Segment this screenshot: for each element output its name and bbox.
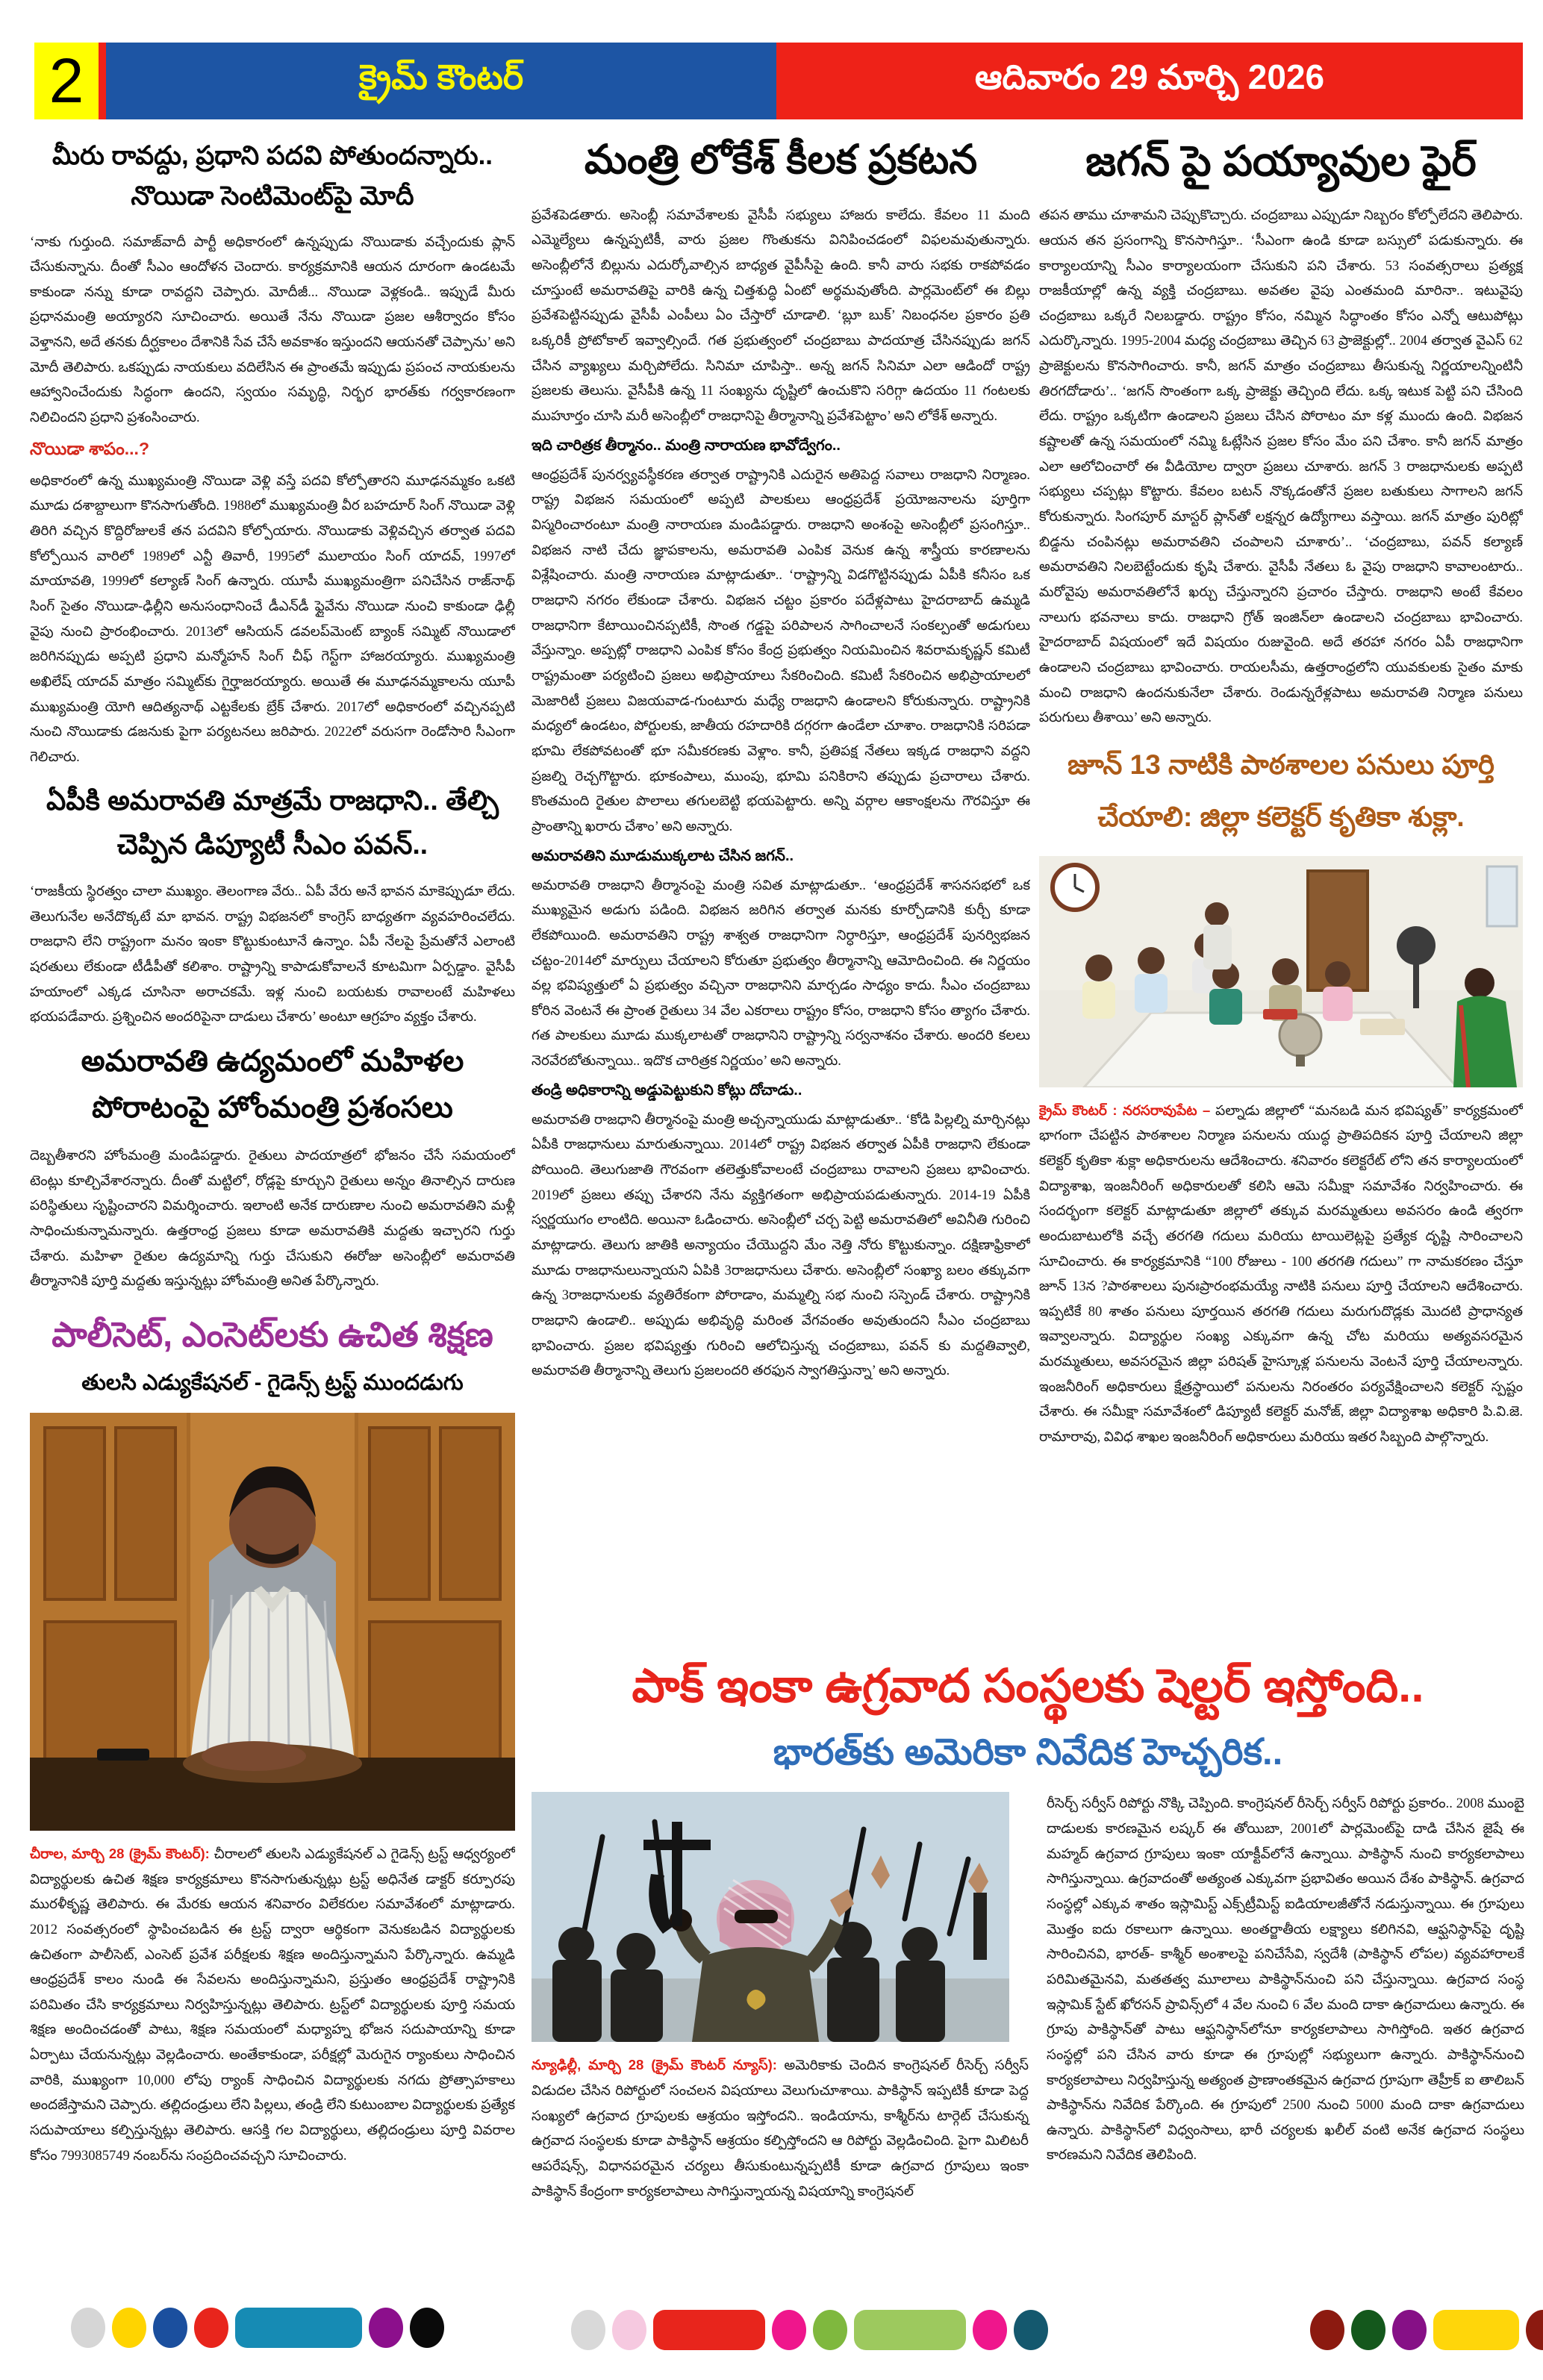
decorative-dot [194, 2308, 228, 2348]
decorative-dot [1526, 2310, 1543, 2350]
decorative-dot [973, 2310, 1007, 2350]
decorative-dot [1433, 2310, 1519, 2350]
subhead-tulasi-trust: తులసి ఎడ్యుకేషనల్ - గైడెన్స్ ట్రస్ట్ ముందడుగు [81, 1370, 464, 1395]
article-body: అమరావతి రాజధాని తీర్మానంపై మంత్రి సవిత మాట్లాడుతూ.. ‘ఆంధ్రప్రదేశ్ శాసనసభలో ఒక ముఖ్యమైన అడుగు పడింది. విభజన జరిగిన తర్వాత మనకు కూర్చోడానికి కుర్చీ కూడా లేకపోయింది. అమరావతిని రాష్ట్ర శాశ్వత రాజధానిగా నిర్ధారిస్తూ, ఆంధ్రప్రదేశ్ పునర్విభజన చట్టం-2014లో మార్పులు చేయాలని కోరుతూ ప్రభుత్వం తీర్మానాన్ని ఆమోదించింది. ఈ నిర్ణయం వల్ల భవిష్యత్తులో ఏ ప్రభుత్వం వచ్చినా రాజధానిని మార్చడం సాధ్యం కాదు. సీఎం చంద్రబాబు కోరిన వెంటనే ఈ ప్రాంత రైతులు 34 వేల ఎకరాలు రాష్ట్రం కోసం, రాజధాని కోసం త్యాగం చేశారు. గత పాలకులు మూడు ముక్కలాటతో రాజధానిని రాష్ట్రాన్ని సర్వనాశనం చేశారు. అందరి కలలు నెరవేరబోతున్నాయి.. ఇదొక చారిత్రక నిర్ణయం’ అని అన్నారు. [532, 878, 1030, 1069]
decorative-dot [612, 2310, 646, 2350]
middle-column [532, 136, 1030, 1653]
decorative-dot [1392, 2310, 1427, 2350]
subhead-father-power: తండ్రి అధికారాన్ని అడ్డుపెట్టుకుని కోట్లు దోచాడు.. [532, 1081, 802, 1099]
decorative-dot [772, 2310, 806, 2350]
masthead-bar [34, 43, 1523, 119]
decorative-dot [1014, 2310, 1048, 2350]
photo-trust-chief-at-desk [30, 1413, 515, 1831]
headline-amaravati-pawan: ఏపీకి అమరావతి మాత్రమే రాజధాని.. తేల్చి చెప్పిన డిప్యూటీ సీఎం పవన్.. [46, 784, 499, 860]
headline-us-report-warning: భారత్‌కు అమెరికా నివేదిక హెచ్చరిక.. [773, 1731, 1283, 1772]
article-body: ‘రాజకీయ స్థిరత్వం చాలా ముఖ్యం. తెలంగాణ వేరు.. ఏపీ వేరు అనే భావన మాకెప్పుడూ లేదు. తెలుగునేల అనేదొక్కటే మా భావన. రాష్ట్ర విభజనలో కాంగ్రెస్ బాధ్యతగా వ్యవహరించలేదు. రాజధాని లేని రాష్ట్రంగా మనం ఇంకా కొట్టుకుంటూనే ఉన్నాం. ఏపీ నేలపై ప్రేమతోనే ఎలాంటి షరతులు లేకుండా టీడీపీతో కలిశాం. రాష్ట్రాన్ని కాపాడుకోవాలనే కూటమిగా ఏర్పడ్డాం. వైసీపీ హయాంలో ఎక్కడ చూసినా అరాచకమే. ఇళ్ల నుంచి బయటకు రావాలంటే మహిళలు భయపడేవారు. ప్రశ్నించిన అందరిపైనా దాడులు చేశారు’ అంటూ ఆగ్రహం వ్యక్తం చేశారు. [30, 884, 515, 1025]
subhead-narayana: ఇది చారిత్రక తీర్మానం.. మంత్రి నారాయణ భావోద్వేగం.. [532, 437, 841, 454]
dateline-newdelhi: న్యూఢిల్లీ, మార్చి 28 (క్రైమ్ కౌంటర్ న్యూస్): [532, 2057, 777, 2073]
headline-free-training: పాలీసెట్, ఎంసెట్‌లకు ఉచిత శిక్షణ [52, 1314, 493, 1354]
dot-strip-left [71, 2308, 451, 2348]
headline-pak-shelter: పాక్ ఇంకా ఉగ్రవాద సంస్థలకు షెల్టర్ ఇస్తోంది.. [632, 1661, 1424, 1712]
left-column [30, 136, 515, 2302]
decorative-dot [410, 2308, 444, 2348]
decorative-dot [571, 2310, 605, 2350]
decorative-dot [1310, 2310, 1344, 2350]
dot-strip-middle [571, 2310, 1055, 2350]
article-body [1039, 1098, 1523, 1451]
article-body: రీసెర్చ్ సర్వీస్ రిపోర్టు నొక్కి చెప్పింది. కాంగ్రెషనల్ రీసెర్చ్ సర్వీస్ రిపోర్టు ప్రకారం.. 2008 ముంబై దాడులకు కారణమైన లష్కర్ ఈ తోయిబా, 2001లో పార్లమెంట్‌పై దాడి చేసిన జైషే ఈ మహ్మద్ ఉగ్రవాద గ్రూపులు ఇంకా యాక్టీవ్‌లోనే ఉన్నాయి. పాకిస్థాన్ నుంచి కార్యకలాపాలు సాగిస్తున్నాయి. ఉగ్రవాదంతో అత్యంత ఎక్కువగా ప్రభావితం అయిన దేశం పాకిస్థాన్. ఉగ్రవాద సంస్థల్లో ఎక్కువ శాతం ఇస్లామిస్ట్ ఎక్స్‌ట్రీమిస్ట్ ఐడియాలజీతోనే నడుస్తున్నాయి. ఈ గ్రూపులు మొత్తం ఐదు రకాలుగా ఉన్నాయి. అంతర్జాతీయ లక్ష్యాలు కలిగినవి, ఆఫ్ఘనిస్థాన్‌పై దృష్టి సారించినవి, భారత్- కాశ్మీర్ అంశాలపై పనిచేసేవి, స్వదేశీ (పాకిస్థాన్ లోపల) వ్యవహారాలకే పరిమితమైనవి, మతతత్వ మూలాలు పాకిస్థాన్‌నుంచి పని చేస్తున్నాయి. ఉగ్రవాద సంస్థ ఇస్లామిక్ స్టేట్ ఖోరసన్ ప్రావిన్స్‌లో 4 వేల నుంచి 6 వేల మంది దాకా ఉగ్రవాదులు ఉన్నారు. ఈ గ్రూపు పాకిస్థాన్‌తో పాటు ఆఫ్ఘనిస్థాన్‌లోనూ కార్యకలాపాలు సాగిస్తోంది. ఇతర ఉగ్రవాద సంస్థల్లో పని చేసిన వారు కూడా ఈ గ్రూపుల్లో సభ్యులుగా ఉన్నారు. పాకిస్థాన్‌నుంచి కార్యకలాపాలు నిర్వహిస్తున్న అత్యంత ప్రాణాంతకమైన ఉగ్రవాద గ్రూపుగా తెహ్రీక్ ఐ తాలిబన్ పాకిస్థాన్‌ను నివేదిక పేర్కొంది. ఈ గ్రూపులో 2500 నుంచి 5000 మంది దాకా ఉగ్రవాదులు ఉన్నారు. పాకిస్థాన్‌లో విధ్వంసాలు, భారీ చర్యలకు ఖలీల్ వంటి అనేక ఉగ్రవాద సంస్థలు కారణమని నివేదిక తెలిపింది. [1047, 1796, 1524, 2164]
decorative-dot [813, 2310, 847, 2350]
decorative-dot [653, 2310, 765, 2350]
bottom-left-subcolumn [532, 1792, 1029, 2212]
decorative-dot [1351, 2310, 1385, 2350]
article-body-text: అమెరికాకు చెందిన కాంగ్రెషనల్ రీసెర్చ్ సర్వీస్ విడుదల చేసిన రిపోర్టులో సంచలన విషయాలు వెలుగుచూశాయి. పాకిస్థాన్ ఇప్పటికీ కూడా పెద్ద సంఖ్యలో ఉగ్రవాద గ్రూపులకు ఆశ్రయం ఇస్తోందని.. ఇండియాను, కాశ్మీర్‌ను టార్గెట్ చేసుకున్న ఉగ్రవాద సంస్థలకు కూడా పాకిస్థాన్ ఆశ్రయం కల్పిస్తోందని ఆ రిపోర్టు వెల్లడించింది. పైగా మిలిటరీ ఆపరేషన్స్, విధానపరమైన చర్యలు తీసుకుంటున్నప్పటికీ కూడా ఉగ్రవాద గ్రూపులు ఇంకా పాకిస్థాన్ కేంద్రంగా కార్యకలాపాలు సాగిస్తున్నాయన్న విషయాన్ని కాంగ్రెషనల్ [532, 2058, 1029, 2199]
article-body: దెబ్బతీశారని హోంమంత్రి మండిపడ్డారు. రైతులు పాదయాత్రలో భోజనం చేసే సమయంలో టెంట్లు కూల్చివేశారన్నారు. దీంతో మట్టిలో, రోడ్లపై కూర్చుని రైతులు అన్నం తినాల్సిన దారుణ పరిస్థితులు సృష్టించారని విమర్శించారు. ఇలాంటి అనేక దారుణాల నుంచి అమరావతిని మళ్లీ సాధించుకున్నామన్నారు. ఉత్తరాంధ్ర ప్రజలు కూడా అమరావతికి మద్దతు ఇచ్చారని గుర్తు చేశారు. మహిళా రైతుల ఉద్యమాన్ని గుర్తు చేసుకుని ఈరోజు అసెంబ్లీలో అమరావతి తీర్మానానికి పూర్తి మద్దతు ఇస్తున్నట్లు హోంమంత్రి అనిత పేర్కొన్నారు. [30, 1148, 515, 1290]
photo-militants [532, 1792, 1029, 2042]
decorative-dot [71, 2308, 105, 2348]
decorative-dot [369, 2308, 403, 2348]
article-body: అమరావతి రాజధాని తీర్మానంపై మంత్రి అచ్చన్నాయుడు మాట్లాడుతూ.. ‘కోడి పిల్లల్ని మార్చినట్లు ఏపీకి రాజధానులు మారుతున్నాయి. 2014లో రాష్ట్ర విభజన తర్వాత ఏపీకి రాజధాని లేకుండా పోయింది. తెలుగుజాతి గౌరవంగా తలెత్తుకోవాలంటే చంద్రబాబు రావాలని ప్రజలు భావించారు. 2019లో ప్రజలు తప్పు చేశారని నేను వ్యక్తిగతంగా అభిప్రాయపడుతున్నారు. 2014-19 ఏపీకి స్వర్ణయుగం లాంటిది. అయినా ఓడించారు. అసెంబ్లీలో చర్చ పెట్టి అమరావతిలో అవినీతి గురించి మాట్లాడారు. తెలుగు జాతికి అన్యాయం చేయొద్దని మేం నెత్తి నోరు కొట్టుకున్నాం. దక్షిణాఫ్రికాలో మూడు రాజధానులున్నాయని ఏపికి 3రాజధానులు చేశారు. అసెంబ్లీలో సంఖ్యా బలం తక్కువగా ఉన్న 3రాజధానులకు వ్యతిరేకంగా పోరాడాం, మమ్మల్ని సభ నుంచి సస్పెండ్ చేశారు. రాష్ట్రానికి రాజధాని ఉండాలి.. అప్పుడు అభివృద్ధి మరింత వేగవంతం అవుతుందని సీఎం చంద్రబాబు భావించారు. ప్రజల భవిష్యత్తు గురించి ఆలోచిస్తున్న చంద్రబాబు, పవన్ కు మద్దతివ్వాలి, అమరావతి తీర్మానాన్ని తెలుగు ప్రజలందరి తరఫున స్వాగతిస్తున్నా’ అని అన్నారు. [532, 1112, 1030, 1379]
dateline-narasaraopet: క్రైమ్ కౌంటర్ : నరసరావుపేట – [1039, 1102, 1211, 1118]
right-column [1039, 136, 1523, 1653]
photo-collector-review-meeting [1039, 856, 1523, 1087]
decorative-dot [153, 2308, 187, 2348]
article-body-text: పల్నాడు జిల్లాలో “మనబడి మన భవిష్యత్” కార్యక్రమంలో భాగంగా చేపట్టిన పాఠశాలల నిర్మాణ పనులను యుద్ధ ప్రాతిపదికన పూర్తి చేయాలని జిల్లా కలెక్టర్ కృతికా శుక్లా అధికారులను ఆదేశించారు. శనివారం కలెక్టరేట్ లోని తన కార్యాలయంలో విద్యాశాఖ, ఇంజనీరింగ్ అధికారులతో కలిసి ఆమె సమీక్షా సమావేశం నిర్వహించారు. ఈ సందర్భంగా కలెక్టర్ మాట్లాడుతూ జిల్లాలో తక్కువ మరమ్మతులు అవసరం ఉండి త్వరగా అందుబాటులోకి వచ్చే తరగతి గదులు మరియు టాయిలెట్లపై ప్రత్యేక దృష్టి సారించాలని సూచించారు. ఈ కార్యక్రమానికి “100 రోజులు - 100 తరగతి గదులు” గా నామకరణం చేస్తూ జూన్ 13న ?పాఠశాలలు పునఃప్రారంభమయ్యే నాటికి పనులు పూర్తి చేయాలని ఆదేశించారు. ఇప్పటికే 80 శాతం పనులు పూర్తయిన తరగతి గదులు మరుగుదొడ్లకు మొదటి ప్రాధాన్యత ఇవ్వాలన్నారు. విద్యార్థుల సంఖ్య ఎక్కువగా ఉన్న చోట మరియు అత్యవసరమైన మరమ్మతులు, అవసరమైన జిల్లా పరిషత్ హైస్కూళ్ల పనులను వెంటనే పూర్తి చేయాలన్నారు. ఇంజనీరింగ్ అధికారులు క్షేత్రస్థాయిలో పనులను నిరంతరం పర్యవేక్షించాలని కలెక్టర్ స్పష్టం చేశారు. ఈ సమీక్షా సమావేశంలో డిప్యూటీ కలెక్టర్ మనోజ్, జిల్లా విద్యాశాఖ అధికారి పి.వి.జె. రామారావు, వివిధ శాఖల ఇంజనీరింగ్ అధికారులు మరియు ఇతర సిబ్బంది పాల్గొన్నారు. [1039, 1103, 1523, 1446]
decorative-dot [854, 2310, 966, 2350]
date-band: ఆదివారం 29 మార్చి 2026 [776, 43, 1523, 119]
article-body [532, 2052, 1029, 2205]
headline-modi-noida: మీరు రావద్దు, ప్రధాని పదవి పోతుందన్నారు.. నొయిడా సెంటిమెంట్‌పై మోదీ [52, 141, 493, 211]
page-number: 2 [34, 43, 99, 119]
subhead-noida-curse: నొయిడా శాపం...? [30, 438, 149, 458]
header-divider [99, 43, 106, 119]
bottom-spread [532, 1653, 1524, 2308]
article-body: అధికారంలో ఉన్న ముఖ్యమంత్రి నొయిడా వెళ్లి వస్తే పదవి కోల్పోతారని మూఢనమ్మకం ఒకటి మూడు దశాబ్దాలుగా కొనసాగుతోంది. 1988లో ముఖ్యమంత్రి వీర బహదూర్ సింగ్ నొయిడా వెళ్లి తిరిగి వచ్చిన కొద్దిరోజులకే తన పదవిని కోల్పోయారు. నొయిడాకు వెళ్లివచ్చిన తర్వాత పదవి కోల్పోయిన వారిలో 1989లో ఎన్టీ తివారీ, 1995లో ములాయం సింగ్ యాదవ్, 1997లో మాయావతి, 1999లో కల్యాణ్ సింగ్ ఉన్నారు. యూపీ ముఖ్యమంత్రిగా పనిచేసిన రాజ్‌నాథ్ సింగ్ సైతం నొయిడా-ఢిల్లీని అనుసంధానించే డీఎన్‌డీ ఫ్లైవేను నొయిడా నుంచి కాకుండా ఢిల్లీ వైపు నుంచి ప్రారంభించారు. 2013లో ఆసియన్ డవలప్‌మెంట్ బ్యాంక్ సమ్మిట్ నొయిడాలో జరిగినప్పుడు అప్పటి ప్రధాని మన్మోహన్ సింగ్ చీఫ్ గెస్ట్‌గా హాజరయ్యారు. ముఖ్యమంత్రి అఖిలేష్ యాదవ్ మాత్రం సమ్మిట్‌కు గైర్హాజరయ్యారు. అయితే ఈ మూఢనమ్మకాలను యూపీ ముఖ్యమంత్రి యోగి ఆదిత్యనాథ్ ఎట్టకేలకు బ్రేక్ చేశారు. 2017లో అధికారంలో వచ్చినప్పటి నుంచి నొయిడాకు డజనుకు పైగా పర్యటనలు జరిపారు. 2022లో వరుసగా రెండోసారి సీఎంగా గెలిచారు. [30, 473, 515, 765]
article-body: ఆంధ్రప్రదేశ్ పునర్వ్యవస్థీకరణ తర్వాత రాష్ట్రానికి ఎదురైన అతిపెద్ద సవాలు రాజధాని నిర్మాణం. రాష్ట్ర విభజన సమయంలో అప్పటి పాలకులు ఆంధ్రప్రదేశ్ ప్రయోజనాలను పూర్తిగా విస్మరించారంటూ మంత్రి నారాయణ మండిపడ్డారు. రాజధాని అంశంపై అసెంబ్లీలో ప్రసంగిస్తూ.. విభజన నాటి చేదు జ్ఞాపకాలను, అమరావతి ఎంపిక వెనుక ఉన్న శాస్త్రీయ కారణాలను విశ్లేషించారు. మంత్రి నారాయణ మాట్లాడుతూ.. ‘రాష్ట్రాన్ని విడగొట్టినప్పుడు ఏపీకి కనీసం ఒక రాజధాని నగరం లేకుండా చేశారు. విభజన చట్టం ప్రకారం పదేళ్లపాటు హైదరాబాద్ ఉమ్మడి రాజధానిగా కేటాయించినప్పటికీ, సొంత గడ్డపై పరిపాలన సాగించాలనే సంకల్పంతో అడుగులు వేస్తున్నాం. అప్పట్లో రాజధాని ఎంపిక కోసం కేంద్ర ప్రభుత్వం నియమించిన శివరామకృష్ణన్ కమిటీ రాష్ట్రమంతా పర్యటించి ప్రజలు అభిప్రాయాలు సేకరించింది. కమిటీ సేకరించిన అభిప్రాయాలలో మెజారిటీ ప్రజలు విజయవాడ-గుంటూరు మధ్యే రాజధాని ఉండాలని కోరుకున్నారు. రాష్ట్రానికి మధ్యలో ఉండటం, పోర్టులకు, జాతీయ రహదారికి దగ్గరగా ఉండేలా చూశాం. రాజధానికి సరిపడా భూమి లేకపోవటంతో భూ సమీకరణకు వెళ్లాం. కానీ, ప్రతిపక్ష నేతలు ఇక్కడ రాజధాని వద్దని ప్రజల్ని రెచ్చగొట్టారు. భూకంపాలు, ముంపు, భూమి పనికిరాని తప్పుడు ప్రచారాలు చేశారు. కొంతమంది రైతుల పొలాలు తగులబెట్టి భయపెట్టారు. అన్ని వర్గాల ఆకాంక్షలను గౌరవిస్తూ ఈ ప్రాంతాన్ని ఖరారు చేశాం’ అని అన్నారు. [532, 467, 1030, 834]
article-body-text: చీరాలలో తులసి ఎడ్యుకేషనల్ ఎ గైడెన్స్ ట్రస్ట్ ఆధ్వర్యంలో విద్యార్థులకు ఉచిత శిక్షణ కార్యక్రమాలు కొనసాగుతున్నట్లు ట్రస్ట్ అధినేత డాక్టర్ కర్పూరపు మురళీకృష్ణ తెలిపారు. ఈ మేరకు ఆయన శనివారం విలేకరుల సమావేశంలో మాట్లాడారు. 2012 సంవత్సరంలో స్థాపించబడిన ఈ ట్రస్ట్ ద్వారా ఆర్థికంగా వెనుకబడిన విద్యార్థులకు ఉచితంగా పాలీసెట్, ఎంసెట్ ప్రవేశ పరీక్షలకు శిక్షణ అందిస్తున్నామని పేర్కొన్నారు. ఉమ్మడి ఆంధ్రప్రదేశ్ కాలం నుండి ఈ సేవలను అందిస్తున్నామని, ప్రస్తుతం ఆంధ్రప్రదేశ్ రాష్ట్రానికి పరిమితం చేసి కార్యక్రమాలు నిర్వహిస్తున్నట్లు తెలిపారు. ట్రస్ట్‌లో విద్యార్థులకు పూర్తి సమయ శిక్షణ అందించడంతో పాటు, శిక్షణ సమయంలో మధ్యాహ్న భోజన సదుపాయాన్ని కూడా ఏర్పాటు చేయనున్నట్లు వెల్లడించారు. అంతేకాకుండా, పరీక్షల్లో మెరుగైన ర్యాంకులు సాధించిన వారికి, ముఖ్యంగా 10,000 లోపు ర్యాంక్ సాధించిన విద్యార్థులకు నగదు ప్రోత్సాహకాలు అందజేస్తామని చెప్పారు. తల్లిదండ్రులు లేని పిల్లలు, తండ్రి లేని కుటుంబాల విద్యార్థులకు ప్రత్యేక సదుపాయాలు కల్పిస్తున్నట్లు తెలిపారు. ఆసక్తి గల విద్యార్థులు, తల్లిదండ్రులు పూర్తి వివరాల కోసం 7993085749 నంబర్‌ను సంప్రదించవచ్చని సూచించారు. [30, 1846, 515, 2164]
decorative-dot [112, 2308, 146, 2348]
article-body: ప్రవేశపెడతారు. అసెంబ్లీ సమావేశాలకు వైసీపీ సభ్యులు హాజరు కాలేదు. కేవలం 11 మంది ఎమ్మెల్యేలు ఉన్నప్పటికీ, వారు ప్రజల గొంతుకను వినిపించడంలో విఫలమవుతున్నారు. అసెంబ్లీలోనే బిల్లును ఎదుర్కోవాల్సిన బాధ్యత వైపీసీపై ఉంది. కానీ వారు సభకు రాకపోవడం చూస్తుంటే అమరావతిపై వారికి ఉన్న చిత్తశుద్ధి ఏంటో అర్థమవుతోంది. పార్లమెంట్‌లో ఈ బిల్లు ప్రవేశపెట్టినప్పుడు వైసీపీ ఎంపీలు ఏం చేస్తారో చూడాలి. ‘బ్లూ బుక్’ నిబంధనల ప్రకారం ప్రతి ఒక్కరికీ ప్రోటోకాల్ ఇవ్వాల్సిందే. గత ప్రభుత్వంలో చంద్రబాబు పాదయాత్ర చేసినప్పుడు జగన్ చేసిన వ్యాఖ్యలు మర్చిపోలేదు. సినిమా చూపిస్తా.. అన్న జగన్ సినిమా ఎలా ఆడిందో రాష్ట్ర ప్రజలకు తెలుసు. వైసీపీకి ఉన్న 11 సంఖ్యను దృష్టిలో ఉంచుకొని సరిగ్గా ఉదయం 11 గంటలకు ముహూర్తం చూసి మరీ అసెంబ్లీలో రాజధానిపై తీర్మానాన్ని ప్రవేశపెట్టాం’ అని లోకేశ్ అన్నారు. [532, 207, 1030, 425]
subhead-jagan-three-pieces: అమరావతిని మూడుముక్కలాట చేసిన జగన్.. [532, 847, 794, 864]
article-body: ‘నాకు గుర్తుంది. సమాజ్‌వాదీ పార్టీ అధికారంలో ఉన్నప్పుడు నొయిడాకు వచ్చేందుకు ప్లాన్ చేసుకున్నాను. దీంతో సీఎం ఆందోళన చెందారు. కార్యక్రమానికి ఆయన దూరంగా ఉండటమే కాకుండా నన్ను కూడా రావద్దని చెప్పారు. మోదీజీ... నొయిడా వెళ్లకండి.. ఇప్పుడే మీరు ప్రధానమంత్రి అయ్యారని సూచించారు. అయితే నేను నొయిడా ప్రజల ఆశీర్వాదం కోసం వెళ్తానని, అదే తనకు దీర్ఘకాలం దేశానికి సేవ చేసే అవకాశం ఇస్తుందని ఆయనతో చెప్పాను’ అని మోదీ తెలిపారు. ఒకప్పుడు నాయకులు వదిలేసిన ఈ ప్రాంతమే ఇప్పుడు ప్రపంచ నాయకులను ఆహ్వానించేందుకు సిద్ధంగా ఉందని, స్వయం సమృద్ధి, నిర్భర భారత్‌కు గర్వకారణంగా నిలిచిందని ప్రధాని ప్రశంసించారు. [30, 234, 515, 426]
headline-lokesh-announcement: మంత్రి లోకేశ్ కీలక ప్రకటన [584, 137, 978, 182]
headline-payyavula-fire: జగన్ పై పయ్యావుల ఫైర్ [1085, 137, 1477, 184]
dot-strip-right [1310, 2310, 1543, 2350]
article-body [30, 1841, 515, 2170]
headline-home-minister-praise: అమరావతి ఉద్యమంలో మహిళల పోరాటంపై హోంమంత్రి ప్రశంసలు [81, 1044, 464, 1124]
masthead-title: క్రైమ్ కౌంటర్ [106, 43, 776, 119]
dateline-chirala: చీరాల, మార్చి 28 (క్రైమ్ కౌంటర్): [30, 1845, 210, 1861]
headline-schools-june13: జూన్ 13 నాటికి పాఠశాలల పనులు పూర్తి చేయాలి: జిల్లా కలెక్టర్ కృతికా శుక్లా. [1067, 749, 1494, 833]
decorative-dot [235, 2308, 362, 2348]
bottom-right-subcolumn [1047, 1792, 1524, 2212]
article-body: తపన తాము చూశామని చెప్పుకొచ్చారు. చంద్రబాబు ఎప్పుడూ నిబ్బరం కోల్పోలేదని తెలిపారు. ఆయన తన ప్రసంగాన్ని కొనసాగిస్తూ.. ‘సీఎంగా ఉండి కూడా బస్సులో పడుకున్నారు. ఈ కార్యాలయాన్ని సీఎం కార్యాలయంగా చేసుకుని పని చేశారు. 53 సంవత్సరాలు ప్రత్యక్ష రాజకీయాల్లో ఉన్న వ్యక్తి చంద్రబాబు. అవతల వైపు ఎంతమంది మారినా.. ఇటువైపు చంద్రబాబు ఒక్కరే నిలబడ్డారు. రాష్ట్రం కోసం, నమ్మిన సిద్ధాంతం కోసం ఎన్నో ఆటుపోట్లు ఎదుర్కొన్నారు. 1995-2004 మధ్య చంద్రబాబు తెచ్చిన 63 ప్రాజెక్టుల్లో.. 2004 తర్వాత వైఎస్ 62 ప్రాజెక్టులను కొనసాగించారు. కానీ, జగన్ మాత్రం చంద్రబాబు తీసుకున్న నిర్ణయాలన్నింటినీ తిరగదోడారు’.. ‘జగన్ సొంతంగా ఒక్క ప్రాజెక్టు తెచ్చింది లేదు. ఒక్క ఇటుక పెట్టి పని చేసింది లేదు. రాష్ట్రం ఒక్కటిగా ఉండాలని ప్రజలు చేసిన పోరాటం మా కళ్ల ముందు ఉంది. విభజన కష్టాలతో ఉన్న సమయంలో నమ్మి ఓట్లేసిన ప్రజల కోసం మేం పని చేశాం. కానీ జగన్ మాత్రం ఎలా ఆలోచించారో ఈ వీడియోల ద్వారా ప్రజలు చూశారు. జగన్ 3 రాజధానులకు అప్పటి సభ్యులు చప్పట్లు కొట్టారు. కేవలం బటన్ నొక్కడంతోనే ప్రజల బతుకులు సాగాలని జగన్ కోరుకున్నారు. సింగపూర్ మాస్టర్ ప్లాన్‌తో లక్షన్నర ఉద్యోగాలు వస్తాయి. జగన్ మాత్రం పురిట్లో బిడ్డను చంపినట్లు అమరావతిని చంపాలని చూశారు’.. ‘చంద్రబాబు, పవన్ కల్యాణ్ అమరావతిని నిలబెట్టేందుకు కృషి చేశారు. వైసీపీ నేతలు ఓ వైపు రాజధాని కావాలంటారు.. మరోవైపు అమరావతిలోనే ఖర్చు చేస్తున్నారని ప్రచారం చేస్తారు. రాజధాని అంటే కేవలం నాలుగు భవనాలు కాదు. రాజధాని గ్రోత్ ఇంజిన్‌లా ఉండాలని చంద్రబాబు భావించారు. హైదరాబాద్ విషయంలో ఇదే విషయం రుజువైంది. అదే తరహా నగరం ఏపీ రాజధానిగా ఉండాలని చంద్రబాబు భావించారు. రాయలసీమ, ఉత్తరాంధ్రలోని యువకులకు సైతం మాకు మంచి రాజధాని ఉందనుకునేలా చేశారు. రెండున్నరేళ్లపాటు అమరావతి నిర్మాణ పనులు పరుగులు తీశాయి’ అని అన్నారు. [1039, 208, 1523, 726]
